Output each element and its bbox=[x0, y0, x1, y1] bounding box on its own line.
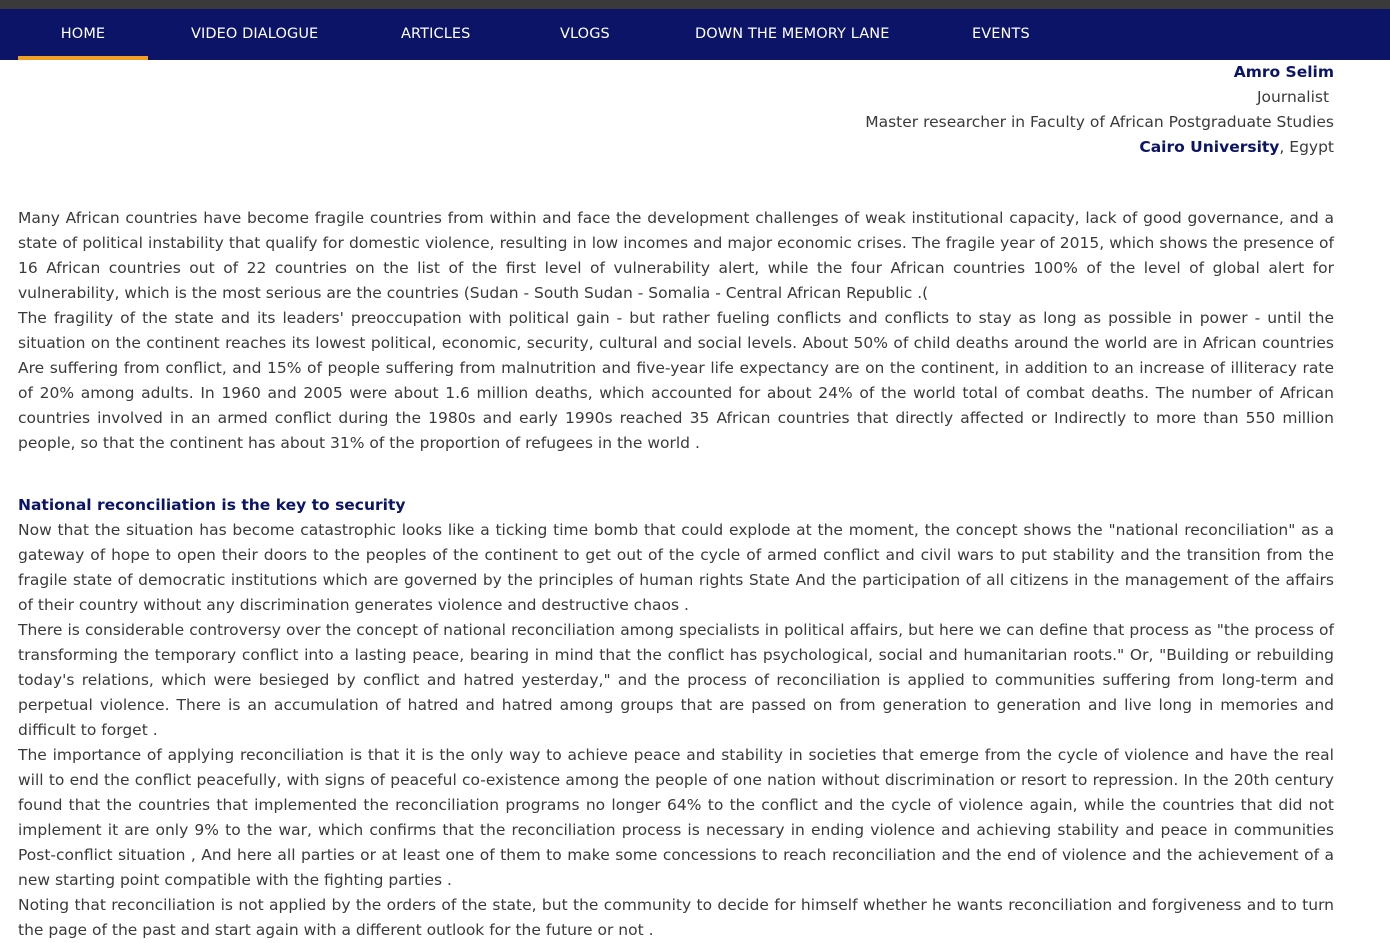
author-position: Master researcher in Faculty of African Postgraduate Studies bbox=[865, 113, 1334, 131]
section-heading: National reconciliation is the key to security bbox=[18, 496, 406, 514]
article-paragraph: Noting that reconciliation is not applied by the orders of the state, but the community to decide for himself whether he wants reconciliation and forgiveness and to turn the page of the past and start again with a different outlook for the future or not . bbox=[18, 896, 1334, 939]
article-body bbox=[18, 206, 1334, 943]
article-paragraph: Now that the situation has become catastrophic looks like a ticking time bomb that could explode at the moment, the concept shows the "national reconciliation" as a gateway of hope to open their doors to the peoples of the continent to get out of the cycle of armed conflict and civil wars to put stability and the transition from the fragile state of democratic institutions which are governed by the principles of human rights State And the participation of all citizens in the management of the affairs of their country without any discrimination generates violence and destructive chaos . bbox=[18, 521, 1334, 614]
author-affiliation bbox=[865, 135, 1334, 160]
nav-articles[interactable]: ARTICLES bbox=[401, 26, 471, 42]
author-country: , Egypt bbox=[1279, 138, 1334, 156]
nav-home[interactable]: HOME bbox=[18, 9, 148, 60]
author-name: Amro Selim bbox=[1233, 63, 1334, 81]
top-strip bbox=[0, 0, 1390, 9]
author-role: Journalist bbox=[1256, 88, 1330, 106]
nav-events[interactable]: EVENTS bbox=[972, 26, 1030, 42]
nav-down-the-memory-lane[interactable]: DOWN THE MEMORY LANE bbox=[695, 26, 890, 42]
author-university: Cairo University bbox=[1139, 138, 1280, 156]
article-paragraph: Many African countries have become fragile countries from within and face the development challenges of weak institutional capacity, lack of good governance, and a state of political instability that qualify for domestic violence, resulting in low incomes and major economic crises. The fragile year of 2015, which shows the presence of 16 African countries out of 22 countries on the list of the first level of vulnerability alert, while the four African countries 100% of the level of global alert for vulnerability, which is the most serious are the countries (Sudan - South Sudan - Somalia - Central African Republic .( bbox=[18, 209, 1334, 302]
article-paragraph: There is considerable controversy over the concept of national reconciliation among specialists in political affairs, but here we can define that process as "the process of transforming the temporary conflict into a lasting peace, bearing in mind that the conflict has psychological, social and humanitarian roots." Or, "Building or rebuilding today's relations, which were besieged by conflict and hatred yesterday," and the process of reconciliation is applied to communities suffering from long-term and perpetual violence. There is an accumulation of hatred and hatred among groups that are passed on from generation to generation and live long in memories and difficult to forget . bbox=[18, 621, 1334, 739]
author-block bbox=[865, 60, 1334, 160]
article-paragraph: The fragility of the state and its leaders' preoccupation with political gain - but rather fueling conflicts and conflicts to stay as long as possible in power - until the situation on the continent reaches its lowest political, economic, security, cultural and social levels. About 50% of child deaths around the world are in African countries Are suffering from conflict, and 15% of people suffering from malnutrition and five-year life expectancy are on the continent, in addition to an increase of illiteracy rate of 20% among adults. In 1960 and 2005 were about 1.6 million deaths, which accounted for about 24% of the world total of combat deaths. The number of African countries involved in an armed conflict during the 1980s and early 1990s reached 35 African countries that directly affected or Indirectly to more than 550 million people, so that the continent has about 31% of the proportion of refugees in the world . bbox=[18, 309, 1334, 452]
nav-video-dialogue[interactable]: VIDEO DIALOGUE bbox=[191, 26, 319, 42]
article-paragraph: The importance of applying reconciliation is that it is the only way to achieve peace and stability in societies that emerge from the cycle of violence and have the real will to end the conflict peacefully, with signs of peaceful co-existence among the people of one nation without discrimination or resort to repression. In the 20th century found that the countries that implemented the reconciliation programs no longer 64% to the conflict and the cycle of violence again, while the countries that did not implement it are only 9% to the war, which confirms that the reconciliation process is necessary in ending violence and achieving stability and peace in communities Post-conflict situation , And here all parties or at least one of them to make some concessions to reach reconciliation and the end of violence and the achievement of a new starting point compatible with the fighting parties . bbox=[18, 746, 1334, 889]
nav-vlogs[interactable]: VLOGS bbox=[560, 26, 610, 42]
paragraph-spacer bbox=[18, 456, 1334, 493]
main-navbar bbox=[0, 9, 1390, 60]
